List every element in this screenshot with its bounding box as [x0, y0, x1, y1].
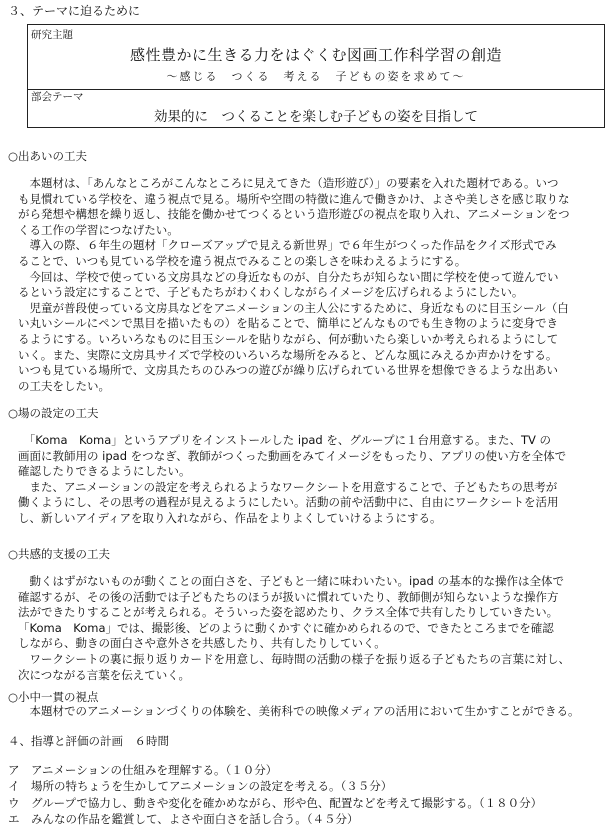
group-theme-label: 部会テーマ — [31, 91, 84, 103]
plan-heading: ４、指導と評価の計画 ６時間 — [8, 734, 169, 748]
text-line: 確認したりできるようにしたい。 — [18, 464, 191, 479]
research-title: 感性豊かに生きる力をはぐくむ図画工作科学習の創造 — [129, 46, 502, 64]
plan-item: ア アニメーションの仕組みを理解する。（１０分） — [8, 763, 278, 777]
text-line: いく。また、実際に文房具サイズで学校のいろいろな場所をみると、どんな風にみえるか声かけをする。 — [18, 347, 558, 362]
text-line: るようにする。いろいろなものに目玉シールを貼りながら、何が動いたら楽しいか考えられるようにして — [18, 331, 559, 346]
group-theme: 効果的に つくることを楽しむ子どもの姿を目指して — [154, 109, 478, 125]
text-line: 次につながる言葉を伝えていく。 — [18, 667, 191, 682]
theme-box — [27, 24, 605, 128]
text-line: がら発想や構想を繰り返し、技能を働かせてつくるという造形遊びの視点を取り入れ、アニメーションをつ — [18, 207, 570, 222]
plan-item: エ みんなの作品を鑑賞して、よさや面白さを話し合う。（４５分） — [8, 811, 359, 826]
plan-list — [8, 762, 542, 827]
text-line: 動くはずがないものが動くことの面白さを、子どもと一緒に味わいたい。ipad の基本的な操作は全体で — [18, 574, 564, 588]
text-line: 今回は、学校で使っている文房具などの身近なものが、自分たちが知らない間に学校を使って遊んでい — [18, 269, 559, 284]
text-line: 「Koma Koma」では、撮影後、どのように動くかすぐに確かめられるので、できたところまでを確認 — [18, 620, 554, 635]
text-line: し、新しいアイディアを取り入れながら、作品をよりよくしていけるようにする。 — [18, 510, 442, 525]
text-line: 児童が普段使っている文房具などをアニメーションの主人公にするために、身近なものに目玉シール（白 — [18, 300, 569, 315]
heading-settei: ○場の設定の工夫 — [8, 406, 99, 420]
paragraph-settei — [18, 433, 566, 527]
paragraph-ikkan — [18, 704, 580, 720]
text-line: の工夫をしたい。 — [18, 378, 110, 393]
research-theme-label: 研究主題 — [31, 29, 73, 41]
paragraph-shien — [18, 574, 570, 683]
plan-item: ウ グループで協力し、動きや変化を確かめながら、形や色、配置などを考えて撮影する。（１８０分） — [8, 795, 543, 810]
section-title: ３、テーマに迫るために — [8, 4, 141, 18]
heading-shien: ○共感的支援の工夫 — [8, 547, 111, 561]
text-line: くる工作の学習につなげたい。 — [18, 222, 179, 237]
text-line: 働くようにし、その思考の過程が見えるようにしたい。活動の前や活動中に、自由にワークシートを活用 — [18, 495, 559, 510]
text-line: 確認するが、その後の活動では子どもたちのほうが扱いに慣れていたり、教師側が知らないような操作方 — [18, 589, 559, 604]
text-line: い丸いシールにペンで黒目を描いたもの）を貼ることで、簡単にどんなものでも生き物のように変身でき — [18, 316, 559, 331]
research-subtitle: ～感じる つくる 考える 子どもの姿を求めて～ — [166, 70, 466, 83]
text-line: 導入の際、６年生の題材「クローズアップで見える新世界」で６年生がつくった作品をクイズ形式でみ — [18, 238, 557, 253]
text-line: ワークシートの裏に振り返りカードを用意し、毎時間の活動の様子を振り返る子どもたちの言葉に対し、 — [18, 651, 570, 666]
text-line: しながら、動きの面白さや意外さを共感したり、共有したりしていく。 — [18, 636, 386, 651]
box-divider — [28, 89, 604, 90]
plan-item: イ 場所の特ちょうを生かしてアニメーションの設定を考える。（３５分） — [8, 779, 393, 794]
text-line: るという設定にすることで、子どもたちがわくわくしながらイメージを広げられるようにしたい。 — [18, 285, 524, 300]
text-line: また、アニメーションの設定を考えられるようなワークシートを用意することで、子どもたちの思考が — [18, 479, 558, 494]
text-line: 法ができたりすることが考えられる。そういった姿を認めたり、クラス全体で共有したりしていきたい。 — [18, 605, 559, 620]
text-line: 画面に教師用の ipad をつなぎ、教師がつくった動画をみてイメージをもったり、アプリの使い方を全体で — [18, 448, 567, 463]
text-line: も見慣れている学校を、違う視点で見る。場所や空間の特徴に進んで働きかけ、よさや美しさを感じ取りな — [18, 191, 570, 206]
text-line: ることで、いつも見ている学校を違う視点でみることの楽しさを味わえるようにする。 — [18, 253, 467, 268]
paragraph-deai — [18, 176, 570, 394]
text-line: 本題材でのアニメーションづくりの体験を、美術科での映像メディアの活用において生かすことができる。 — [18, 704, 580, 718]
text-line: 本題材は、「あんなところがこんなところに見えてきた（造形遊び）」の要素を入れた題材である。いつ — [18, 176, 559, 190]
text-line: いつも見ている場所で、文房具たちのひみつの遊びが繰り広げられている世界を想像できるような出あい — [18, 363, 559, 378]
heading-ikkan: ○小中一貫の視点 — [8, 690, 99, 704]
heading-deai: ○出あいの工夫 — [8, 149, 88, 163]
text-line: 「Koma Koma」というアプリをインストールした ipad を、グループに１台用意する。また、TV の — [18, 433, 551, 447]
